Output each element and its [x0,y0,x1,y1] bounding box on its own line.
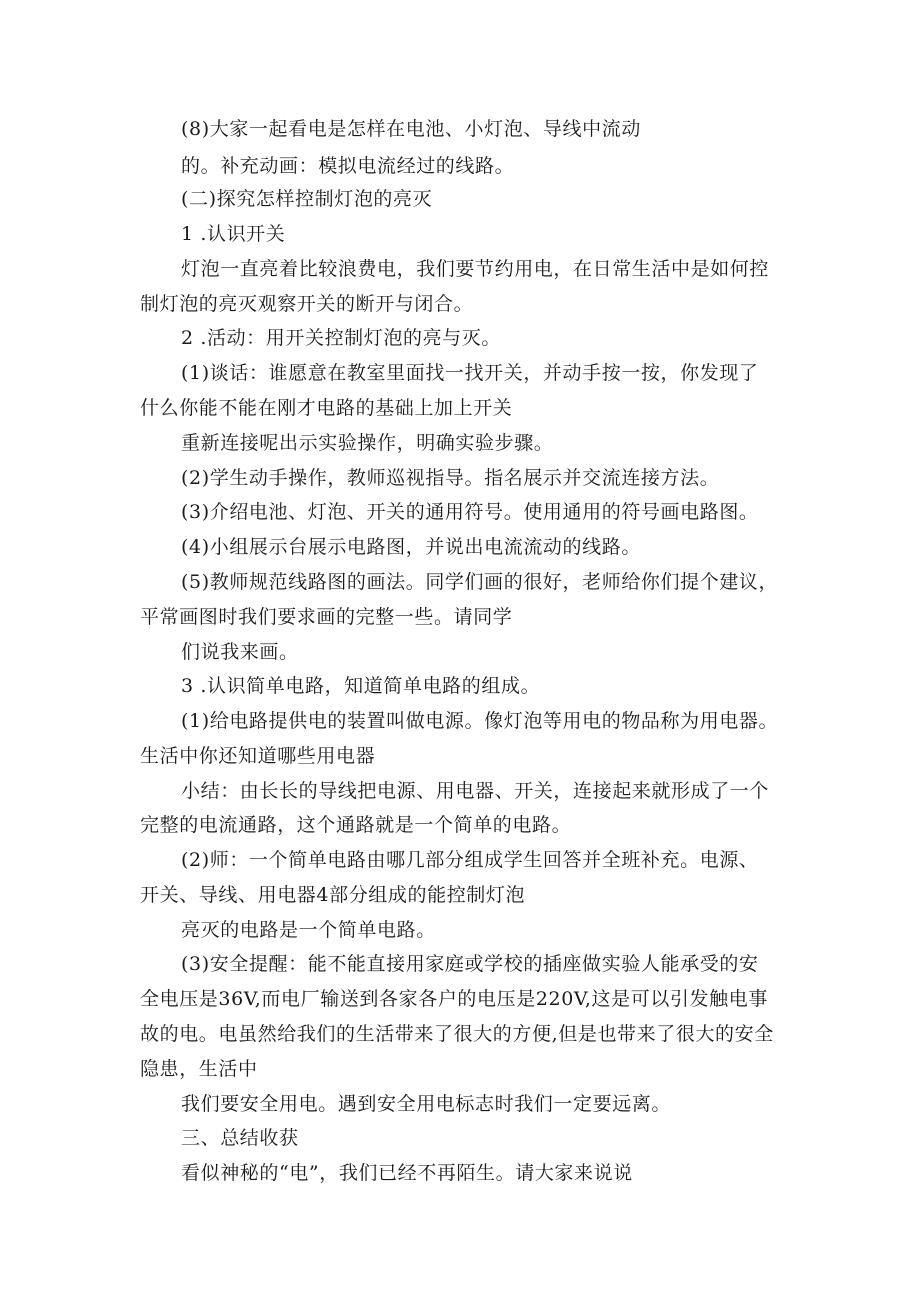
paragraph-line: (1)谈话：谁愿意在教室里面找一找开关，并动手按一按，你发现了 [181,362,759,384]
section-heading: (二)探究怎样控制灯泡的亮灭 [181,188,433,210]
paragraph-line: 全电压是36V,而电厂输送到各家各户的电压是220V,这是可以引发触电事 [140,988,768,1010]
paragraph-line: (8)大家一起看电是怎样在电池、小灯泡、导线中流动 [181,118,641,140]
paragraph-line: (3)安全提醒：能不能直接用家庭或学校的插座做实验人能承受的安 [181,953,759,975]
paragraph-line: (4)小组展示台展示电路图，并说出电流流动的线路。 [181,536,641,558]
paragraph-line: 什么你能不能在刚才电路的基础上加上开关 [140,397,513,419]
paragraph-line: 灯泡一直亮着比较浪费电，我们要节约用电，在日常生活中是如何控 [181,258,770,280]
subsection-heading: 2 .活动：用开关控制灯泡的亮与灭。 [181,327,501,349]
section-heading: 三、总结收获 [181,1127,299,1149]
paragraph-line: 生活中你还知道哪些用电器 [140,745,376,767]
subsection-heading: 1 .认识开关 [181,223,286,245]
paragraph-line: 亮灭的电路是一个简单电路。 [181,919,436,941]
paragraph-line: (1)给电路提供电的装置叫做电源。像灯泡等用电的物品称为用电器。 [181,710,779,732]
paragraph-line: 看似神秘的“电”，我们已经不再陌生。请大家来说说 [181,1162,633,1184]
paragraph-line: (2)学生动手操作，教师巡视指导。指名展示并交流连接方法。 [181,467,720,489]
paragraph-line: 们说我来画。 [181,641,299,663]
paragraph-line: (5)教师规范线路图的画法。同学们画的很好，老师给你们提个建议， [181,571,779,593]
paragraph-line: 制灯泡的亮灭观察开关的断开与闭合。 [140,293,474,315]
paragraph-line: 完整的电流通路，这个通路就是一个简单的电路。 [140,814,572,836]
paragraph-line: 隐患，生活中 [140,1058,258,1080]
paragraph-line: 我们要安全用电。遇到安全用电标志时我们一定要远离。 [181,1093,672,1115]
paragraph-line: 的。补充动画：模拟电流经过的线路。 [181,155,515,177]
paragraph-line: 故的电。电虽然给我们的生活带来了很大的方便,但是也带来了很大的安全 [140,1023,774,1045]
subsection-heading: 3 .认识简单电路，知道简单电路的组成。 [181,675,541,697]
paragraph-line: 平常画图时我们要求画的完整一些。请同学 [140,606,513,628]
paragraph-line: 重新连接呢出示实验操作，明确实验步骤。 [181,432,554,454]
paragraph-line: (3)介绍电池、灯泡、开关的通用符号。使用通用的符号画电路图。 [181,501,759,523]
paragraph-line: 小结：由长长的导线把电源、用电器、开关，连接起来就形成了一个 [181,780,770,802]
paragraph-line: (2)师：一个简单电路由哪几部分组成学生回答并全班补充。电源、 [181,849,759,871]
paragraph-line: 开关、导线、用电器4部分组成的能控制灯泡 [140,884,526,906]
